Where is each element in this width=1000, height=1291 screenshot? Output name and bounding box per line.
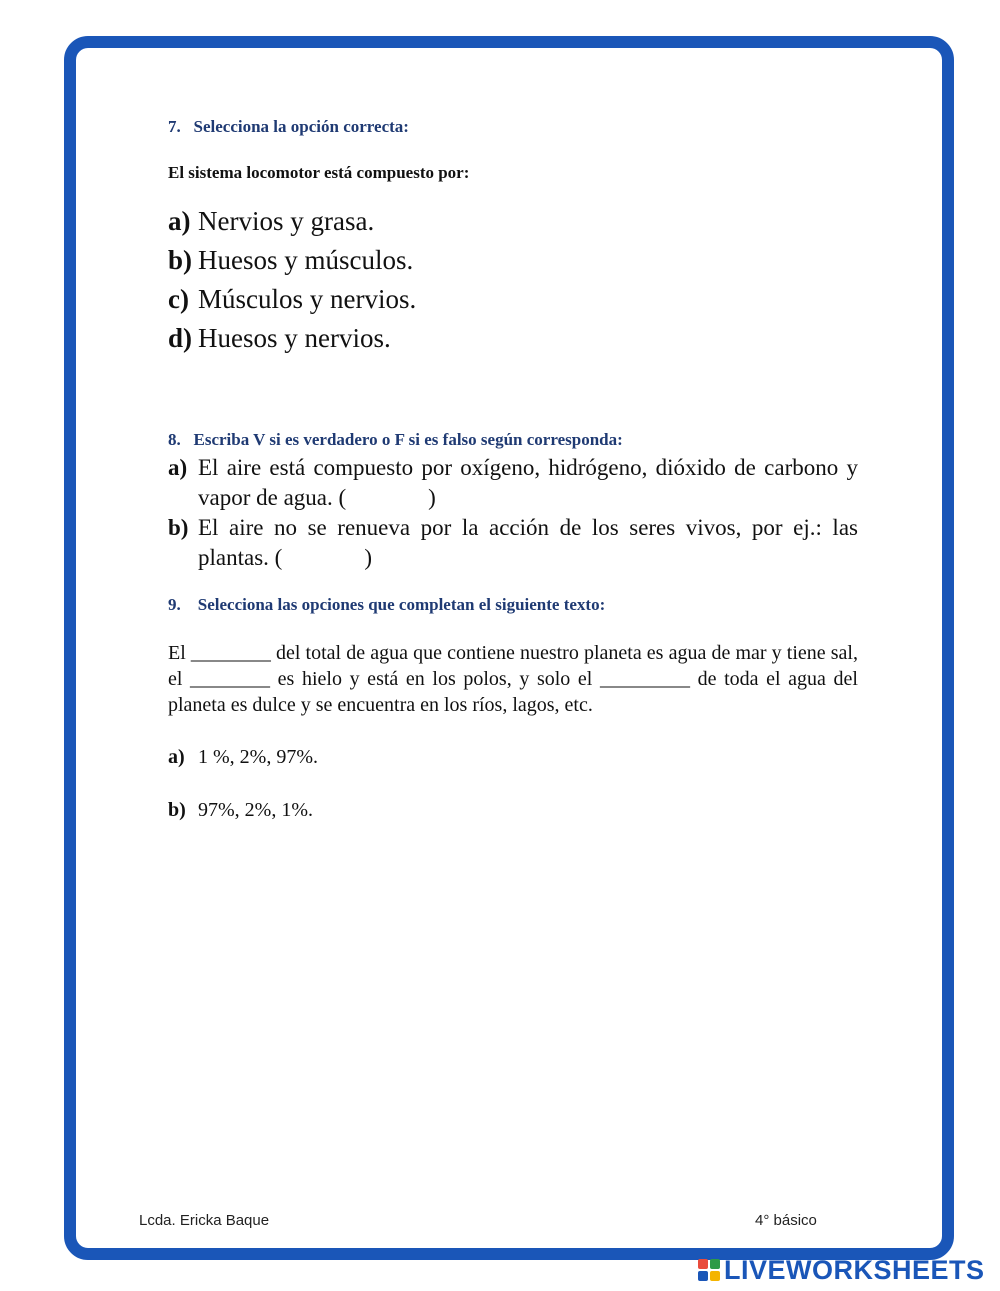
q7-title: [168, 117, 409, 137]
q7-option-d[interactable]: [168, 323, 391, 354]
option-text: 97%, 2%, 1%.: [198, 799, 313, 821]
q8-item-b: [168, 513, 858, 573]
item-text: [198, 453, 858, 513]
option-letter: d): [168, 323, 193, 353]
option-letter: b): [168, 245, 193, 275]
q7-title-text: Selecciona la opción correcta:: [193, 117, 409, 136]
option-text: Huesos y nervios.: [198, 323, 391, 353]
q9-option-b[interactable]: [168, 799, 313, 822]
logo-square: [698, 1271, 708, 1281]
item-letter: a): [168, 455, 188, 480]
q8-title-text: Escriba V si es verdadero o F si es falso según corresponda:: [193, 430, 623, 449]
option-letter: a): [168, 206, 191, 236]
q7-statement: El sistema locomotor está compuesto por:: [168, 163, 470, 182]
item-statement: El aire no se renueva por la acción de los seres vivos, por ej.: las plantas. (: [198, 515, 858, 570]
option-text: Huesos y músculos.: [198, 245, 414, 275]
item-text: [198, 513, 858, 573]
q7-option-c[interactable]: [168, 284, 416, 315]
option-text: Músculos y nervios.: [198, 284, 417, 314]
q8-item-a: [168, 453, 858, 513]
q9-title-text: Selecciona las opciones que completan el siguiente texto:: [197, 595, 606, 614]
footer-author: Lcda. Ericka Baque: [139, 1212, 270, 1229]
q9-number: 9.: [168, 595, 181, 614]
logo-square: [698, 1259, 708, 1269]
footer-grade: 4° básico: [755, 1212, 817, 1229]
q7-number: 7.: [168, 117, 181, 136]
q7-option-b[interactable]: [168, 245, 413, 276]
option-letter: b): [168, 799, 186, 821]
q9-paragraph: El ________ del total de agua que contiene nuestro planeta es agua de mar y tiene sal, el ________ es hielo y está en los polos, y solo el _________ de toda el agua del planeta es dulce y se encuentra en los ríos, lagos, etc.: [168, 642, 858, 716]
option-letter: c): [168, 284, 189, 314]
brand-name: LIVEWORKSHEETS: [724, 1254, 985, 1285]
q9-title: [168, 595, 605, 615]
q7-option-a[interactable]: [168, 206, 374, 237]
close-paren: ): [428, 485, 436, 510]
liveworksheets-logo-icon: [698, 1259, 720, 1281]
q9-option-a[interactable]: [168, 746, 318, 769]
q8-title: [168, 430, 623, 450]
option-text: Nervios y grasa.: [198, 206, 375, 236]
q8-number: 8.: [168, 430, 181, 449]
close-paren: ): [364, 545, 372, 570]
logo-square: [710, 1271, 720, 1281]
option-text: 1 %, 2%, 97%.: [198, 746, 318, 768]
liveworksheets-brand[interactable]: [698, 1256, 985, 1284]
option-letter: a): [168, 746, 185, 768]
item-statement: El aire está compuesto por oxígeno, hidrógeno, dióxido de carbono y vapor de agua. (: [198, 455, 858, 510]
logo-square: [710, 1259, 720, 1269]
item-letter: b): [168, 515, 189, 540]
